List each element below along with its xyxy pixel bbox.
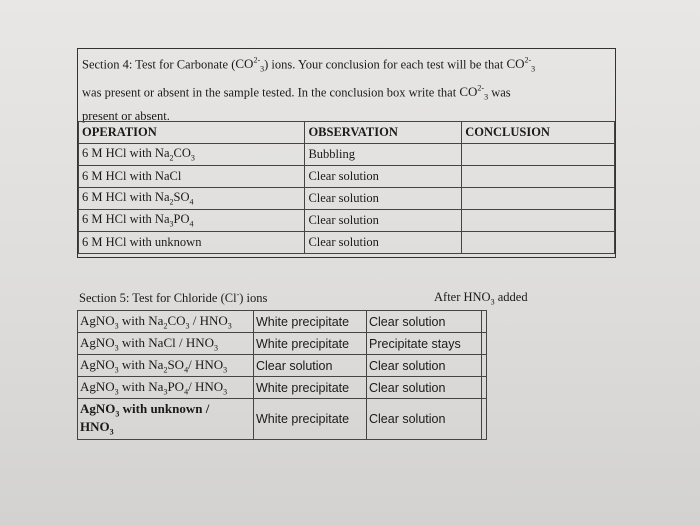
operation-cell: 6 M HCl with $Na_2CO_3$ bbox=[79, 144, 305, 166]
operation-cell: AgNO$_3$ with unknown / $HNO_3$ bbox=[78, 399, 254, 440]
empty-cell bbox=[482, 333, 487, 355]
conclusion-cell: Clear solution bbox=[367, 377, 482, 399]
operation-cell: AgNO$_3$ with $Na_3PO_4/$ $HNO_3$ bbox=[78, 377, 254, 399]
empty-cell bbox=[482, 377, 487, 399]
empty-cell bbox=[482, 311, 487, 333]
conclusion-cell: Clear solution bbox=[367, 399, 482, 440]
intro-text-4: present or absent. bbox=[82, 108, 170, 123]
observation-cell: Bubbling bbox=[305, 144, 462, 166]
table-row bbox=[78, 333, 487, 355]
carbonate-formula-3: $CO^{2-}_3$ bbox=[459, 83, 489, 102]
section5-title: Section 5: Test for Chloride (Cl-) ions bbox=[79, 290, 268, 306]
observation-cell: White precipitate bbox=[254, 311, 367, 333]
conclusion-cell[interactable] bbox=[462, 188, 615, 210]
header-operation: OPERATION bbox=[79, 122, 305, 144]
observation-cell: White precipitate bbox=[254, 399, 367, 440]
carbonate-formula-1: $CO^{2-}_3$ bbox=[235, 56, 265, 74]
operation-cell: AgNO$_3$ with $Na_2SO_4/$ $HNO_3$ bbox=[78, 355, 254, 377]
header-observation: OBSERVATION bbox=[305, 122, 462, 144]
conclusion-cell[interactable] bbox=[462, 144, 615, 166]
section4-box bbox=[77, 48, 616, 258]
section4-table bbox=[78, 121, 615, 254]
operation-cell: AgNO$_3$ with NaCl / $HNO_3$ bbox=[78, 333, 254, 355]
intro-text-2: ) ions. Your conclusion for each test will be that bbox=[264, 57, 507, 72]
observation-cell: Clear solution bbox=[305, 166, 462, 188]
carbonate-formula-2: $CO^{2-}_3$ bbox=[506, 56, 536, 74]
operation-cell: AgNO$_3$ with $Na_2CO_3 / HNO_3$ bbox=[78, 311, 254, 333]
observation-cell: Clear solution bbox=[254, 355, 367, 377]
operation-cell: 6 M HCl with NaCl bbox=[79, 166, 305, 188]
operation-cell: 6 M HCl with $Na_2SO_4$ bbox=[79, 188, 305, 210]
observation-cell: Clear solution bbox=[305, 188, 462, 210]
conclusion-cell[interactable] bbox=[462, 232, 615, 254]
table-row bbox=[79, 188, 615, 210]
conclusion-cell: Precipitate stays bbox=[367, 333, 482, 355]
observation-cell: Clear solution bbox=[305, 232, 462, 254]
section4-header-row bbox=[79, 122, 615, 144]
observation-cell: White precipitate bbox=[254, 377, 367, 399]
table-row bbox=[78, 355, 487, 377]
operation-cell: 6 M HCl with unknown bbox=[79, 232, 305, 254]
table-row bbox=[78, 399, 487, 440]
empty-cell bbox=[482, 399, 487, 440]
operation-cell: 6 M HCl with $Na_3PO_4$ bbox=[79, 210, 305, 232]
table-row bbox=[79, 144, 615, 166]
intro-text-was: was bbox=[488, 85, 511, 100]
table-row bbox=[79, 210, 615, 232]
table-row bbox=[78, 377, 487, 399]
header-conclusion: CONCLUSION bbox=[462, 122, 615, 144]
intro-text-1: Section 4: Test for Carbonate ( bbox=[82, 57, 236, 72]
table-row bbox=[79, 166, 615, 188]
conclusion-cell: Clear solution bbox=[367, 311, 482, 333]
empty-cell bbox=[482, 355, 487, 377]
after-hno3-label: After $HNO_3$ added bbox=[434, 290, 528, 307]
conclusion-cell: Clear solution bbox=[367, 355, 482, 377]
observation-cell: Clear solution bbox=[305, 210, 462, 232]
observation-cell: White precipitate bbox=[254, 333, 367, 355]
conclusion-cell[interactable] bbox=[462, 210, 615, 232]
intro-text-3: was present or absent in the sample tested. In the conclusion box write that bbox=[82, 85, 460, 100]
table-row bbox=[79, 232, 615, 254]
table-row bbox=[78, 311, 487, 333]
conclusion-cell[interactable] bbox=[462, 166, 615, 188]
section5-table bbox=[77, 310, 487, 440]
section4-intro bbox=[82, 51, 612, 126]
